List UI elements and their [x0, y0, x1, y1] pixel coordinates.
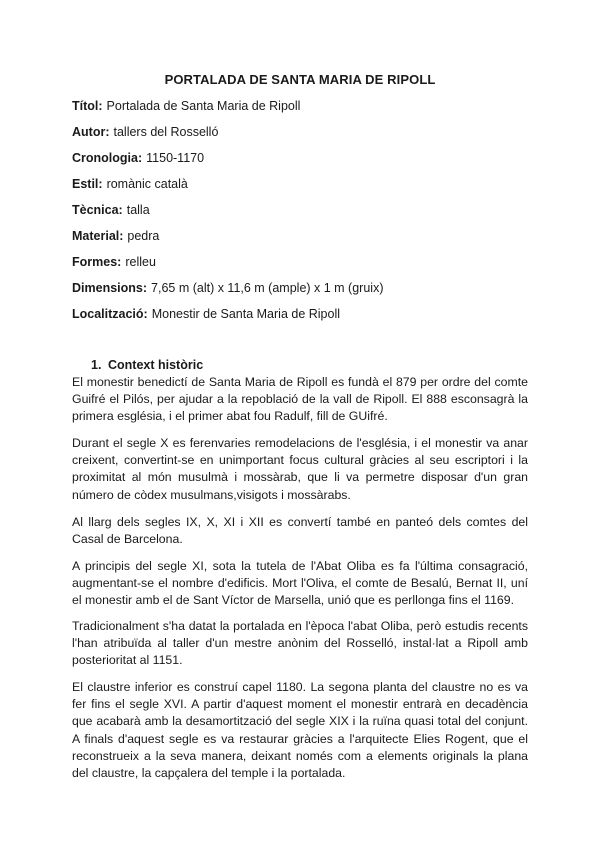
field-label: Dimensions:	[72, 281, 148, 295]
field-value: talla	[126, 203, 150, 217]
field-material	[72, 229, 159, 243]
field-titol	[72, 99, 300, 113]
section-heading	[91, 358, 203, 372]
field-label: Autor:	[72, 125, 110, 139]
field-estil	[72, 177, 188, 191]
field-value: pedra	[127, 229, 160, 243]
paragraph: Al llarg dels segles IX, X, XI i XII es convertí també en panteó dels comtes del Casal de Barcelona.	[72, 515, 528, 547]
section-number: 1.	[91, 358, 102, 372]
field-autor	[72, 125, 218, 139]
field-value: 7,65 m (alt) x 11,6 m (ample) x 1 m (gruix)	[151, 281, 384, 295]
field-tecnica	[72, 203, 150, 217]
paragraph: A principis del segle XI, sota la tutela de l'Abat Oliba es fa l'última consagració, augmentant-se el nombre d'edificis. Mort l'Oliva, el comte de Besalú, Bernat II, uní el monestir amb el de Sant Víctor de Marsella, unió que es perllonga fins el 1169.	[72, 559, 528, 608]
field-label: Formes:	[72, 255, 122, 269]
paragraph: Durant el segle X es ferenvaries remodelacions de l'església, i el monestir va anar creixent, convertint-se en unimportant focus cultural gràcies al seu escriptori i la proximitat al món musulmà i mossàrab, que li va permetre disposar d'un gran número de còdex musulmans,visigots i mossàrabs.	[72, 436, 528, 502]
field-value: 1150-1170	[146, 151, 205, 165]
document-title: PORTALADA DE SANTA MARIA DE RIPOLL	[164, 72, 436, 87]
field-cronologia	[72, 151, 204, 165]
field-localitzacio	[72, 307, 340, 321]
field-value: romànic català	[106, 177, 188, 191]
field-value: Portalada de Santa Maria de Ripoll	[106, 99, 301, 113]
field-dimensions	[72, 281, 383, 295]
field-value: relleu	[125, 255, 156, 269]
field-label: Localització:	[72, 307, 148, 321]
field-label: Tècnica:	[72, 203, 123, 217]
paragraph: El monestir benedictí de Santa Maria de Ripoll es fundà el 879 per ordre del comte Guifré el Pilós, per ajudar a la repoblació de la vall de Ripoll. El 888 esconsagrà la primera església, i el primer abat fou Radulf, fill de GUifré.	[72, 375, 528, 424]
field-value: Monestir de Santa Maria de Ripoll	[151, 307, 341, 321]
field-label: Material:	[72, 229, 124, 243]
field-value: tallers del Rosselló	[113, 125, 219, 139]
field-formes	[72, 255, 156, 269]
paragraph: Tradicionalment s'ha datat la portalada en l'època l'abat Oliba, però estudis recents l'han atribuïda al taller d'un mestre anònim del Rosselló, instal·lat a Ripoll amb posterioritat al 1151.	[72, 619, 528, 668]
field-label: Títol:	[72, 99, 103, 113]
field-label: Cronologia:	[72, 151, 143, 165]
field-label: Estil:	[72, 177, 103, 191]
section-title: Context històric	[108, 358, 204, 372]
paragraph: El claustre inferior es construí capel 1180. La segona planta del claustre no es va fer fins el segle XVI. A partir d'aquest moment el monestir entrarà en decadència que acabarà amb la desamortització del segle XIX i la ruïna quasi total del conjunt. A finals d'aquest segle es va restaurar gràcies a l'arquitecte Elies Rogent, que el reconstrueix a la seva manera, deixant només com a elements originals la plana del claustre, la capçalera del temple i la portalada.	[72, 680, 528, 781]
